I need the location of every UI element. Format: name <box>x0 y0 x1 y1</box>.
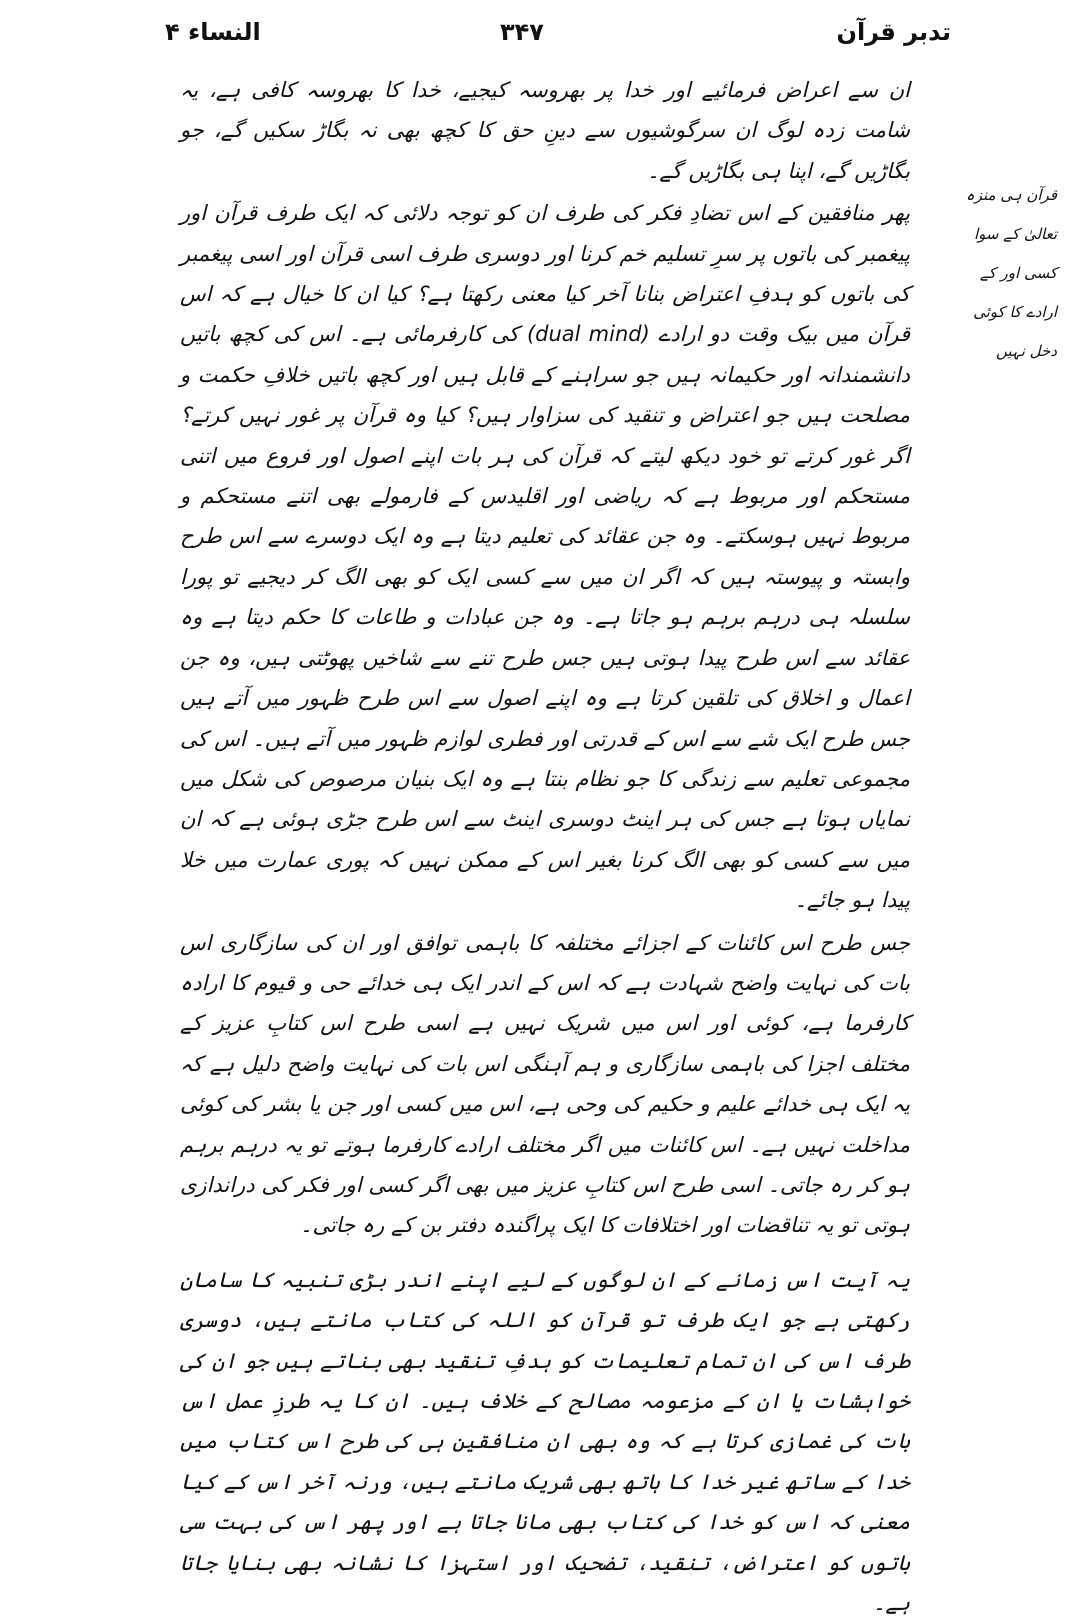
paragraph-1: ان سے اعراض فرمائیے اور خدا پر بھروسہ کیجیے، خدا کا بھروسہ کافی ہے، یہ شامت زدہ لوگ ان سرگوشیوں سے دینِ حق کا کچھ بھی نہ بگاڑ سکیں گے، جو بگاڑیں گے، اپنا ہی بگاڑیں گے۔ <box>180 78 910 183</box>
paragraph-2: پھر منافقین کے اس تضادِ فکر کی طرف ان کو توجہ دلائی کہ ایک طرف قرآن اور پیغمبر کی باتوں پر سرِ تسلیم خم کرنا اور دوسری طرف اسی قرآن اور اسی پیغمبر کی باتوں کو ہدفِ اعتراض بنانا آخر کیا معنی رکھتا ہے؟ کیا ان کا خیال ہے کہ اس قرآن میں بیک وقت دو ارادے (dual mind) کی کارفرمائی ہے۔ اس کی کچھ باتیں دانشمندانہ اور حکیمانہ ہیں جو سراہنے کے قابل ہیں اور کچھ باتیں خلافِ حکمت و مصلحت ہیں جو اعتراض و تنقید کی سزاوار ہیں؟ کیا وہ قرآن پر غور نہیں کرتے؟ اگر غور کرتے تو خود دیکھ لیتے کہ قرآن کی ہر بات اپنے اصول اور فروع میں اتنی مستحکم اور مربوط ہے کہ ریاضی اور اقلیدس کے فارمولے بھی اتنے مستحکم و مربوط نہیں ہوسکتے۔ وہ جن عقائد کی تعلیم دیتا ہے وہ ایک دوسرے سے اس طرح وابستہ و پیوستہ ہیں کہ اگر ان میں سے کسی ایک کو بھی الگ کر دیجیے تو پورا سلسلہ ہی درہم برہم ہو جاتا ہے۔ وہ جن عبادات و طاعات کا حکم دیتا ہے وہ عقائد سے اس طرح پیدا ہوتی ہیں جس طرح تنے سے شاخیں پھوٹتی ہیں، وہ جن اعمال و اخلاق کی تلقین کرتا ہے وہ اپنے اصول سے اس طرح ظہور میں آتے ہیں جس طرح ایک شے سے اس کے قدرتی اور فطری لوازم ظہور میں آتے ہیں۔ اس کی مجموعی تعلیم سے زندگی کا جو نظام بنتا ہے وہ ایک بنیان مرصوص کی شکل میں نمایاں ہوتا ہے جس کی ہر اینٹ دوسری اینٹ سے اس طرح جڑی ہوئی ہے کہ ان میں سے کسی کو بھی الگ کرنا بغیر اس کے ممکن نہیں کہ پوری عمارت میں خلا پیدا ہو جائے۔ <box>180 201 911 913</box>
book-title: تدبر قرآن <box>836 18 951 46</box>
paragraph-4: یہ آیت اس زمانے کے ان لوگوں کے لیے اپنے اندر بڑی تنبیہ کا سامان رکھتی ہے جو ایک طرف تو قرآن کو اللہ کی کتاب مانتے ہیں، دوسری طرف اس کی ان تمام تعلیمات کو ہدفِ تنقید بھی بناتے ہیں جو ان کی خواہشات یا ان کے مزعومہ مصالح کے خلاف ہیں۔ ان کا یہ طرزِ عمل اس بات کی غمازی کرتا ہے کہ وہ بھی ان منافقین ہی کی طرح اس کتاب میں خدا کے ساتھ غیر خدا کا ہاتھ بھی شریک مانتے ہیں، ورنہ آخر اس کے کیا معنی کہ اس کو خدا کی کتاب بھی مانا جاتا ہے اور پھر اس کی بہت سی باتوں کو اعتراض، تنقید، تضحیک اور استہزا کا نشانہ بھی بنایا جاتا ہے۔ <box>180 1267 910 1616</box>
page-number: ۳۴۷ <box>500 18 544 46</box>
paragraph-3: جس طرح اس کائنات کے اجزائے مختلفہ کا باہمی توافق اور ان کی سازگاری اس بات کی نہایت واضح شہادت ہے کہ اس کے اندر ایک ہی خدائے حی و قیوم کا ارادہ کارفرما ہے، کوئی اور اس میں شریک نہیں ہے اسی طرح اس کتابِ عزیز کے مختلف اجزا کی باہمی سازگاری و ہم آہنگی اس بات کی نہایت واضح دلیل ہے کہ یہ ایک ہی خدائے علیم و حکیم کی وحی ہے، اس میں کسی اور جن یا بشر کی کوئی مداخلت نہیں ہے۔ اس کائنات میں اگر مختلف ارادے کارفرما ہوتے تو یہ درہم برہم ہو کر رہ جاتی۔ اسی طرح اس کتابِ عزیز میں بھی اگر کسی اور فکر کی دراندازی ہوتی تو یہ تناقضات اور اختلافات کا ایک پراگندہ دفتر بن کے رہ جاتی۔ <box>180 930 910 1238</box>
margin-note: قرآن ہی منزہ تعالیٰ کے سوا کسی اور کے ارادے کا کوئی دخل نہیں <box>965 186 1057 360</box>
body-text <box>180 70 910 1623</box>
surah-label: النساء ۴ <box>165 18 261 46</box>
page-header <box>0 18 1071 58</box>
